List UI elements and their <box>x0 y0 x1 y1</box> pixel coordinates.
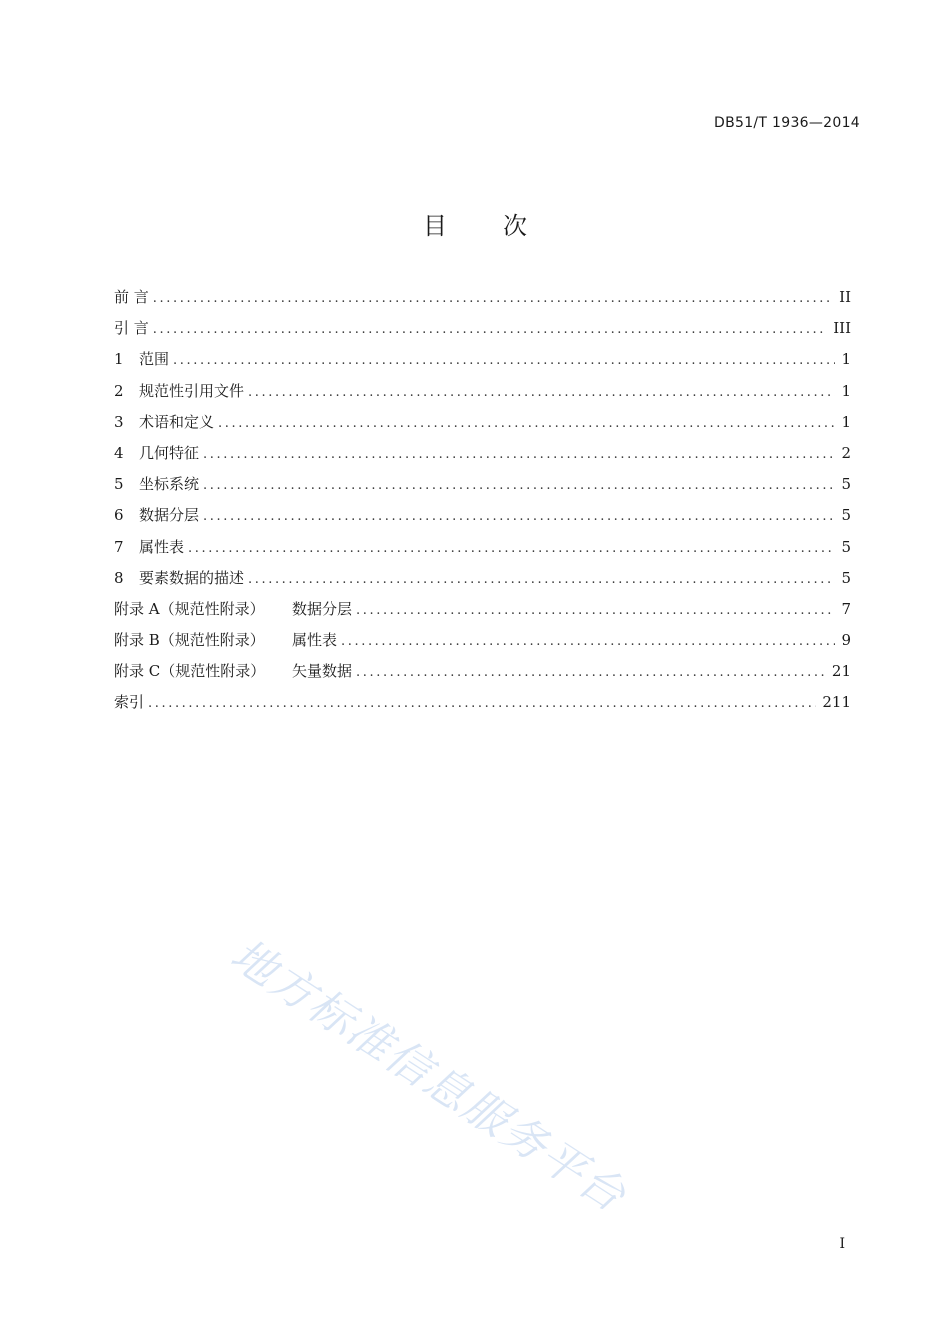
toc-leader <box>356 603 835 618</box>
toc-page-number: 2 <box>841 443 851 462</box>
toc-page-number: 5 <box>841 568 851 587</box>
watermark: 地方标准信息服务平台 <box>221 929 636 1223</box>
toc-entry-label: 规范性引用文件 <box>139 381 245 400</box>
toc-entry-scope[interactable] <box>114 348 851 379</box>
table-of-contents <box>114 286 851 723</box>
toc-leader <box>203 478 835 493</box>
toc-appendix-label: 附录 B（规范性附录） <box>114 631 265 650</box>
toc-leader <box>356 665 826 680</box>
toc-entry-number: 5 <box>114 475 124 494</box>
standard-code: DB51/T 1936—2014 <box>714 115 860 131</box>
toc-page-number: 1 <box>841 381 851 400</box>
toc-entry-label: 几何特征 <box>139 443 200 462</box>
toc-entry-number: 6 <box>114 506 124 525</box>
toc-entry-label: 引 言 <box>114 319 149 338</box>
toc-entry-label: 数据分层 <box>292 599 353 618</box>
toc-entry-normative-references[interactable] <box>114 380 851 411</box>
toc-page-number: III <box>833 319 851 338</box>
toc-page-number: II <box>839 288 851 306</box>
toc-entry-label: 索引 <box>114 693 145 712</box>
toc-leader <box>218 416 835 431</box>
page-title-char-1: 目 <box>423 212 447 240</box>
toc-page-number: 7 <box>841 599 851 618</box>
toc-entry-label: 数据分层 <box>139 506 200 525</box>
toc-entry-label: 术语和定义 <box>139 412 215 431</box>
toc-page-number: 5 <box>841 506 851 525</box>
toc-entry-feature-description[interactable] <box>114 567 851 598</box>
toc-leader <box>248 385 835 400</box>
toc-entry-number: 3 <box>114 412 124 431</box>
toc-leader <box>341 634 835 649</box>
toc-page-number: 9 <box>841 631 851 650</box>
toc-entry-foreword[interactable] <box>114 286 851 317</box>
page-title-char-2: 次 <box>503 212 527 240</box>
toc-entry-label: 属性表 <box>292 631 338 650</box>
toc-entry-label: 坐标系统 <box>139 475 200 494</box>
toc-page-number: 21 <box>831 662 851 681</box>
toc-entry-label: 属性表 <box>139 537 185 556</box>
toc-entry-number: 8 <box>114 568 124 587</box>
toc-entry-number: 7 <box>114 537 124 556</box>
toc-leader <box>203 509 835 524</box>
toc-entry-terms[interactable] <box>114 411 851 442</box>
toc-entry-data-layers[interactable] <box>114 504 851 535</box>
toc-entry-index[interactable] <box>114 691 851 722</box>
toc-leader <box>153 322 827 337</box>
page-title <box>0 206 950 241</box>
toc-leader <box>153 291 833 306</box>
toc-entry-coordinate-system[interactable] <box>114 473 851 504</box>
toc-page-number: 5 <box>841 475 851 494</box>
toc-leader <box>248 572 835 587</box>
toc-entry-attribute-table[interactable] <box>114 536 851 567</box>
toc-entry-appendix-a[interactable] <box>114 598 851 629</box>
toc-leader <box>173 353 835 368</box>
toc-entry-number: 2 <box>114 381 124 400</box>
toc-leader <box>188 541 835 556</box>
toc-appendix-label: 附录 C（规范性附录） <box>114 662 266 681</box>
toc-entry-number: 1 <box>114 350 124 369</box>
toc-appendix-label: 附录 A（规范性附录） <box>114 599 265 618</box>
toc-leader <box>203 447 835 462</box>
toc-page-number: 5 <box>841 537 851 556</box>
toc-page-number: 1 <box>841 350 851 369</box>
toc-entry-introduction[interactable] <box>114 317 851 348</box>
toc-entry-geometry[interactable] <box>114 442 851 473</box>
toc-page-number: 211 <box>822 693 851 712</box>
toc-entry-appendix-c[interactable] <box>114 660 851 691</box>
toc-entry-label: 前 言 <box>114 288 149 306</box>
toc-entry-label: 要素数据的描述 <box>139 568 245 587</box>
toc-page-number: 1 <box>841 412 851 431</box>
toc-entry-appendix-b[interactable] <box>114 629 851 660</box>
page-number: I <box>839 1236 845 1252</box>
toc-entry-number: 4 <box>114 443 124 462</box>
toc-leader <box>148 696 816 711</box>
toc-entry-label: 范围 <box>139 350 170 369</box>
toc-entry-label: 矢量数据 <box>292 662 353 681</box>
